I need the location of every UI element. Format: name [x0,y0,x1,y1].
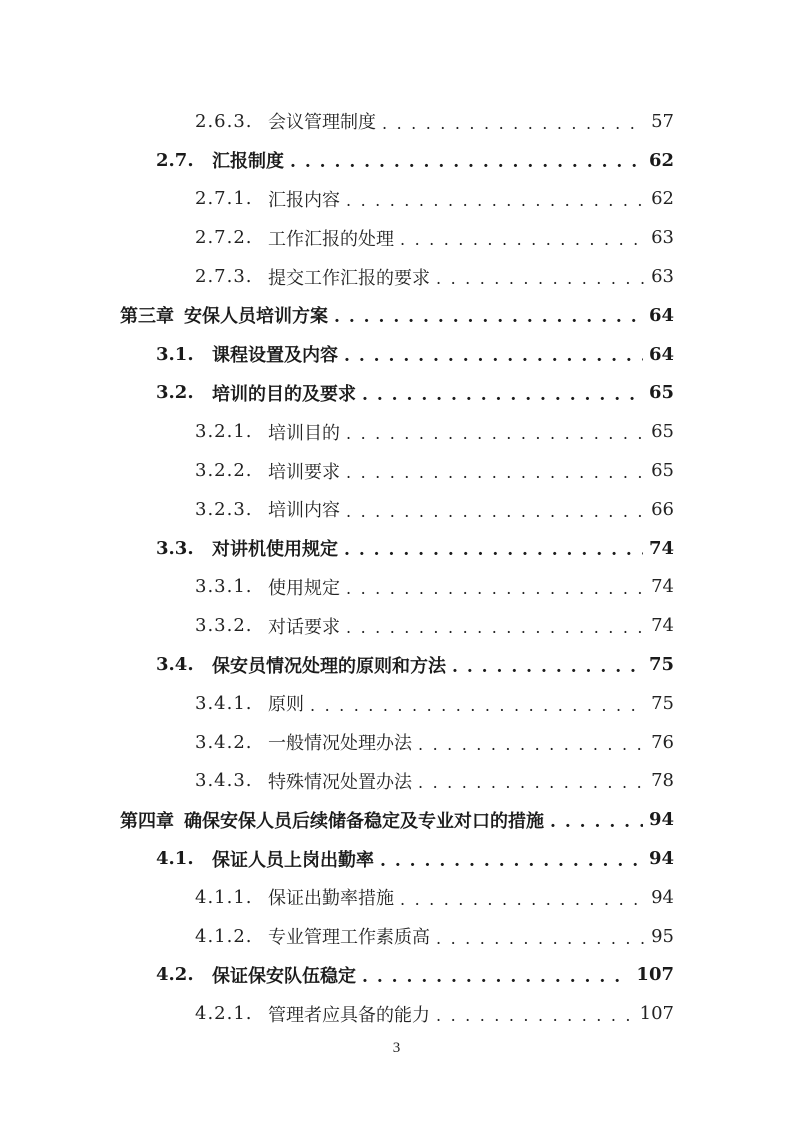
toc-dot-leader [436,929,645,948]
toc-entry-number: 第四章 [120,810,174,832]
page-number: 3 [392,1040,401,1056]
toc-entry-page: 78 [651,770,674,792]
toc-entry-number: 3.4.3. [195,770,253,792]
toc-entry-title: 对讲机使用规定 [212,539,338,561]
toc-entry-page: 107 [636,964,674,986]
toc-dot-leader [334,307,643,327]
toc-entry-number: 3.2. [156,382,194,404]
toc-entry-number: 3.3. [156,537,194,559]
toc-entry-page: 63 [651,227,674,249]
toc-entry-3-3-1[interactable] [0,568,793,607]
toc-entry-3-3-2[interactable] [0,606,793,645]
toc-entry-page: 74 [651,615,674,637]
toc-entry-title: 培训内容 [268,500,340,522]
toc-entry-3-1[interactable] [0,335,793,374]
toc-entry-page: 65 [648,382,674,404]
toc-entry-number: 3.4.2. [195,731,253,753]
toc-entry-2-6-3[interactable] [0,102,793,141]
toc-entry-number: 2.7.1. [195,188,253,210]
toc-entry-number: 3.1. [156,343,194,365]
toc-entry-title: 专业管理工作素质高 [268,927,430,949]
toc-entry-4-1-1[interactable] [0,878,793,917]
toc-entry-page: 95 [651,925,674,947]
toc-entry-page: 66 [651,498,674,520]
toc-dot-leader [346,618,645,637]
toc-entry-page: 62 [651,188,674,210]
toc-dot-leader [346,579,645,598]
toc-entry-title: 汇报内容 [268,189,340,211]
toc-dot-leader [400,890,645,909]
toc-entry-3-4-1[interactable] [0,684,793,723]
toc-dot-leader [346,191,645,210]
toc-dot-leader [436,1006,634,1025]
toc-entry-title: 原则 [268,694,304,716]
toc-entry-4-2-1[interactable] [0,994,793,1033]
toc-entry-3-4-3[interactable] [0,762,793,801]
toc-entry-page: 74 [651,576,674,598]
toc-entry-3-4[interactable] [0,645,793,684]
toc-entry-4-1-2[interactable] [0,917,793,956]
toc-entry-number: 3.4. [156,654,194,676]
toc-entry-4-1[interactable] [0,839,793,878]
toc-entry-title: 特殊情况处置办法 [268,771,412,793]
toc-entry-2-7-3[interactable] [0,257,793,296]
toc-dot-leader [344,346,643,366]
toc-entry-title: 安保人员培训方案 [184,306,328,328]
toc-entry-3-4-2[interactable] [0,723,793,762]
toc-entry-title: 会议管理制度 [268,112,376,134]
toc-entry-number: 4.1.2. [195,925,253,947]
toc-dot-leader [362,385,643,405]
toc-entry-3-2-1[interactable] [0,412,793,451]
toc-entry-title: 课程设置及内容 [212,345,338,367]
toc-entry-title: 对话要求 [268,616,340,638]
table-of-contents [0,102,793,1033]
toc-dot-leader [452,657,643,677]
toc-entry-title: 使用规定 [268,577,340,599]
toc-dot-leader [344,540,643,560]
toc-entry-page: 94 [648,809,674,831]
toc-dot-leader [362,967,630,987]
toc-dot-leader [310,696,645,715]
toc-entry-chapter-4[interactable] [0,800,793,839]
toc-dot-leader [346,424,645,443]
toc-entry-number: 4.1. [156,848,194,870]
toc-entry-number: 2.7. [156,149,194,171]
toc-entry-page: 107 [639,1003,674,1025]
toc-entry-page: 57 [651,110,674,132]
toc-dot-leader [418,773,645,792]
toc-entry-title: 管理者应具备的能力 [268,1004,430,1026]
toc-dot-leader [380,851,643,871]
toc-entry-number: 2.6.3. [195,110,253,132]
toc-entry-number: 3.4.1. [195,692,253,714]
toc-entry-number: 4.2. [156,964,194,986]
toc-entry-number: 3.2.1. [195,421,253,443]
toc-dot-leader [436,269,645,288]
toc-entry-page: 94 [648,848,674,870]
toc-entry-3-3[interactable] [0,529,793,568]
toc-dot-leader [550,812,643,832]
toc-entry-title: 保安员情况处理的原则和方法 [212,655,446,677]
toc-entry-number: 2.7.3. [195,266,253,288]
toc-entry-title: 一般情况处理办法 [268,733,412,755]
toc-entry-page: 65 [651,421,674,443]
toc-dot-leader [382,114,645,133]
toc-entry-page: 65 [651,460,674,482]
toc-entry-page: 63 [651,266,674,288]
toc-entry-title: 培训的目的及要求 [212,383,356,405]
toc-entry-number: 3.3.1. [195,576,253,598]
toc-entry-number: 3.3.2. [195,615,253,637]
toc-entry-page: 64 [648,304,674,326]
toc-entry-number: 4.1.1. [195,886,253,908]
toc-entry-title: 工作汇报的处理 [268,228,394,250]
toc-entry-number: 3.2.3. [195,498,253,520]
toc-dot-leader [346,463,645,482]
toc-entry-title: 提交工作汇报的要求 [268,267,430,289]
toc-entry-chapter-3[interactable] [0,296,793,335]
toc-entry-2-7-2[interactable] [0,218,793,257]
toc-dot-leader [290,152,643,172]
toc-entry-title: 确保安保人员后续储备稳定及专业对口的措施 [184,810,544,832]
toc-dot-leader [418,735,645,754]
toc-entry-number: 3.2.2. [195,460,253,482]
toc-entry-page: 94 [651,886,674,908]
toc-entry-3-2[interactable] [0,374,793,413]
toc-entry-title: 培训要求 [268,461,340,483]
toc-entry-4-2[interactable] [0,956,793,995]
toc-entry-title: 保证人员上岗出勤率 [212,849,374,871]
toc-entry-page: 76 [651,731,674,753]
toc-entry-number: 第三章 [120,306,174,328]
toc-entry-number: 4.2.1. [195,1003,253,1025]
toc-dot-leader [400,230,645,249]
toc-entry-title: 保证出勤率措施 [268,888,394,910]
toc-entry-page: 75 [651,692,674,714]
toc-entry-title: 汇报制度 [212,151,284,173]
toc-entry-page: 62 [648,149,674,171]
toc-entry-2-7-1[interactable] [0,180,793,219]
toc-entry-title: 培训目的 [268,422,340,444]
toc-entry-page: 74 [648,537,674,559]
toc-entry-page: 64 [648,343,674,365]
toc-dot-leader [346,502,645,521]
toc-entry-page: 75 [648,654,674,676]
toc-entry-title: 保证保安队伍稳定 [212,965,356,987]
toc-entry-2-7[interactable] [0,141,793,180]
toc-entry-3-2-2[interactable] [0,451,793,490]
toc-entry-3-2-3[interactable] [0,490,793,529]
toc-entry-number: 2.7.2. [195,227,253,249]
